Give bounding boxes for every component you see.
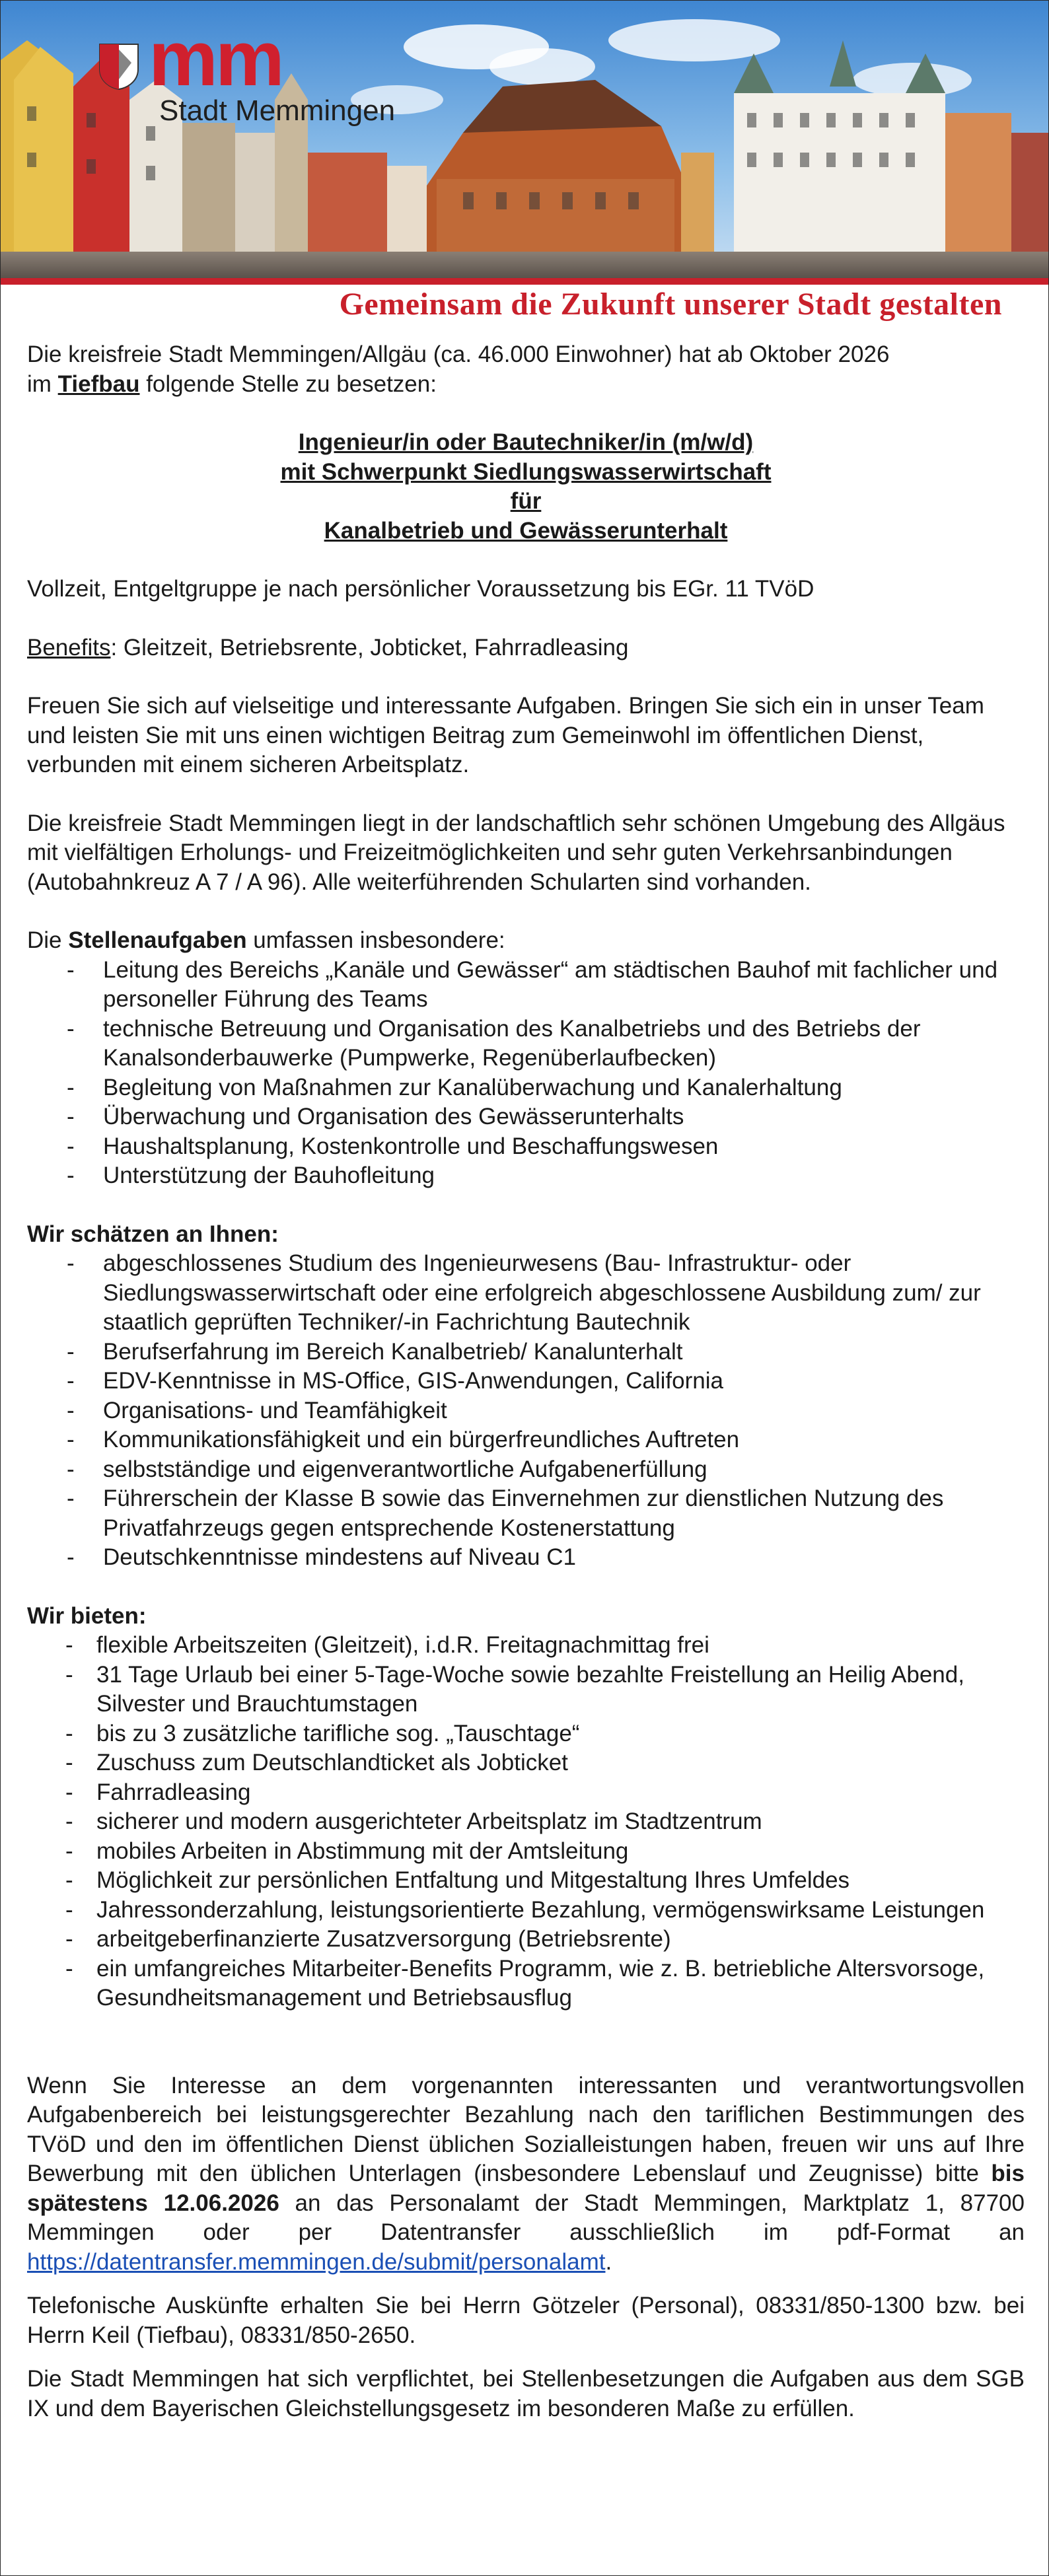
posting-body (27, 340, 1025, 2423)
list-item: - Jahressonderzahlung, leistungsorientierte Bezahlung, vermögenswirksame Leistungen (27, 1896, 1025, 1925)
list-item: - abgeschlossenes Studium des Ingenieurwesens (Bau- Infrastruktur- oder Siedlungswasserwirtschaft oder eine erfolgreich abgeschlossene Ausbildung zum/ zur staatlich geprüften Techniker/-in Fachrichtung Bautechnik (27, 1249, 1025, 1338)
paragraph-tasks-intro: Freuen Sie sich auf vielseitige und interessante Aufgaben. Bringen Sie sich ein in unser Team und leisten Sie mit uns einen wichtigen Beitrag zum Gemeinwohl im öffentlichen Dienst, verbunden mit einem sicheren Arbeitsplatz. (27, 693, 984, 777)
list-item: - ein umfangreiches Mitarbeiter-Benefits Programm, wie z. B. betriebliche Altersvorsoge, Gesundheitsmanagement und Betriebsausflug (27, 1954, 1025, 2013)
list-item: - bis zu 3 zusätzliche tarifliche sog. „Tauschtage“ (27, 1719, 1025, 1749)
employment-terms: Vollzeit, Entgeltgruppe je nach persönlicher Voraussetzung bis EGr. 11 TVöD (27, 576, 814, 602)
list-item: - Unterstützung der Bauhofleitung (27, 1161, 1025, 1191)
list-item: - Fahrradleasing (27, 1778, 1025, 1808)
city-logo (98, 15, 396, 127)
application-text-3: . (605, 2248, 612, 2275)
list-item: - Organisations- und Teamfähigkeit (27, 1396, 1025, 1426)
benefits-label: Benefits (27, 634, 111, 661)
upload-link[interactable]: https://datentransfer.memmingen.de/submit/personalamt (27, 2248, 606, 2275)
header-banner (1, 1, 1048, 278)
benefits-text: : Gleitzeit, Betriebsrente, Jobticket, Fahrradleasing (110, 634, 629, 661)
list-item: - selbstständige und eigenverantwortliche Aufgabenerfüllung (27, 1455, 1025, 1485)
intro-line-2-post: folgende Stelle zu besetzen: (139, 371, 437, 397)
list-item: - EDV-Kenntnisse in MS-Office, GIS-Anwendungen, California (27, 1367, 1025, 1396)
list-item: - flexible Arbeitszeiten (Gleitzeit), i.d.R. Freitagnachmittag frei (27, 1631, 1025, 1661)
benefits-line (27, 633, 1025, 663)
position-title-line-1: Ingenieur/in oder Bautechniker/in (m/w/d) (298, 429, 754, 455)
tasks-list (27, 956, 1025, 1191)
intro-line-1: Die kreisfreie Stadt Memmingen/Allgäu (ca. 46.000 Einwohner) hat ab Oktober 2026 (27, 341, 890, 367)
position-title-line-3: für (510, 488, 542, 514)
slogan-bar (1, 278, 1048, 320)
tasks-heading (27, 926, 1025, 956)
offer-list (27, 1631, 1025, 2013)
tasks-heading-pre: Die (27, 927, 69, 953)
requirements-list (27, 1249, 1025, 1573)
slogan-text: Gemeinsam die Zukunft unserer Stadt gestalten (339, 287, 1002, 322)
application-text-2: an das Personalamt der Stadt Memmingen, Marktplatz 1, 87700 Memmingen oder per Datentransfer ausschließlich im pdf-Format an (27, 2190, 1025, 2245)
list-item: - arbeitgeberfinanzierte Zusatzversorgung (Betriebsrente) (27, 1925, 1025, 1954)
list-item: - Möglichkeit zur persönlichen Entfaltung und Mitgestaltung Ihres Umfeldes (27, 1866, 1025, 1896)
list-item: - Zuschuss zum Deutschlandticket als Jobticket (27, 1748, 1025, 1778)
intro-text (27, 340, 1025, 399)
requirements-heading: Wir schätzen an Ihnen: (27, 1221, 279, 1247)
list-item: - Begleitung von Maßnahmen zur Kanalüberwachung und Kanalerhaltung (27, 1073, 1025, 1103)
list-item: - Berufserfahrung im Bereich Kanalbetrieb/ Kanalunterhalt (27, 1338, 1025, 1367)
application-paragraph (27, 2071, 1025, 2277)
position-title-line-2: mit Schwerpunkt Siedlungswasserwirtschaft (280, 458, 772, 485)
list-item: - Führerschein der Klasse B sowie das Einvernehmen zur dienstlichen Nutzung des Privatfahrzeugs gegen entsprechende Kostenerstattung (27, 1484, 1025, 1543)
list-item: - Haushaltsplanung, Kostenkontrolle und Beschaffungswesen (27, 1132, 1025, 1162)
coat-of-arms-icon (98, 43, 139, 90)
paragraph-location: Die kreisfreie Stadt Memmingen liegt in der landschaftlich sehr schönen Umgebung des Allgäus mit vielfältigen Erholungs- und Freizeitmöglichkeiten und sehr guten Verkehrsanbindungen (Autobahnkreuz A 7 / A 96). Alle weiterführenden Schularten sind vorhanden. (27, 810, 1005, 895)
city-name: Stadt Memmingen (159, 94, 396, 127)
closing-paragraph: Die Stadt Memmingen hat sich verpflichtet, bei Stellenbesetzungen die Aufgaben aus dem SGB IX und dem Bayerischen Gleichstellungsgesetz im besonderen Maße zu erfüllen. (27, 2366, 1025, 2421)
list-item: - Deutschkenntnisse mindestens auf Niveau C1 (27, 1543, 1025, 1573)
accent-divider (1, 278, 1048, 285)
list-item: - technische Betreuung und Organisation des Kanalbetriebs und des Betriebs der Kanalsonderbauwerke (Pumpwerke, Regenüberlaufbecken) (27, 1015, 1025, 1073)
logo-text: mm (149, 15, 282, 102)
position-title-line-4: Kanalbetrieb und Gewässerunterhalt (324, 517, 728, 544)
application-text-1: Wenn Sie Interesse an dem vorgenannten interessanten und verantwortungsvollen Aufgabenbereich bei leistungsgerechter Bezahlung nach den tariflichen Bestimmungen des TVöD und den im öffentlichen Dienst üblichen Sozialleistungen haben, freuen wir uns auf Ihre Bewerbung mit den üblichen Unterlagen (insbesondere Lebenslauf und Zeugnisse) bitte (27, 2072, 1025, 2186)
list-item: - mobiles Arbeiten in Abstimmung mit der Amtsleitung (27, 1837, 1025, 1867)
intro-line-2-pre: im (27, 371, 58, 397)
list-item: - 31 Tage Urlaub bei einer 5-Tage-Woche sowie bezahlte Freistellung an Heilig Abend, Silvester und Brauchtumstagen (27, 1661, 1025, 1719)
application-deadline: bis spätestens 12.06.2026 (27, 2161, 1025, 2216)
offer-heading: Wir bieten: (27, 1602, 147, 1629)
position-title (27, 428, 1025, 546)
contact-paragraph: Telefonische Auskünfte erhalten Sie bei Herrn Götzeler (Personal), 08331/850-1300 bzw. bei Herrn Keil (Tiefbau), 08331/850-2650. (27, 2293, 1025, 2348)
tasks-heading-bold: Stellenaufgaben (68, 927, 247, 953)
list-item: - Kommunikationsfähigkeit und ein bürgerfreundliches Auftreten (27, 1425, 1025, 1455)
department-name: Tiefbau (57, 371, 140, 397)
list-item: - Leitung des Bereichs „Kanäle und Gewässer“ am städtischen Bauhof mit fachlicher und personeller Führung des Teams (27, 956, 1025, 1015)
list-item: - sicherer und modern ausgerichteter Arbeitsplatz im Stadtzentrum (27, 1807, 1025, 1837)
tasks-heading-post: umfassen insbesondere: (246, 927, 505, 953)
list-item: - Überwachung und Organisation des Gewässerunterhalts (27, 1102, 1025, 1132)
